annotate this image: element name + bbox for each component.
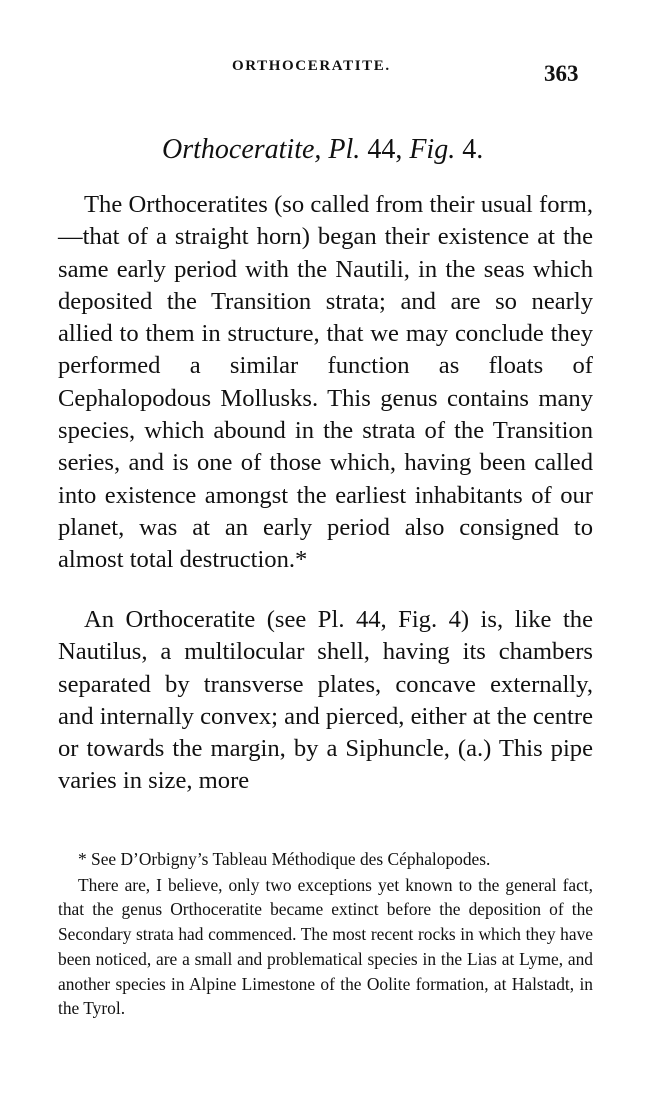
running-head: ORTHOCERATITE. xyxy=(232,58,391,74)
footnote: * See D’Orbigny’s Tableau Méthodique des Céphalopodes. xyxy=(78,849,491,869)
fig-number: 4. xyxy=(462,134,484,165)
body-paragraph: An Orthoceratite (see Pl. 44, Fig. 4) is, like the Nautilus, a multilocular shell, having its chambers separated by transverse plates, concave externally, and internally convex; and pierced, either at the centre or towards the margin, by a Siphuncle, (a.) This pipe varies in size, more xyxy=(58,606,593,795)
plate-abbrev: Pl. xyxy=(328,134,361,165)
section-title-word: Orthoceratite, xyxy=(162,134,322,165)
section-title xyxy=(162,134,483,166)
plate-number: 44, xyxy=(367,134,403,165)
page-number: 363 xyxy=(544,61,579,86)
body-paragraph: The Orthoceratites (so called from their usual form,—that of a straight horn) began their existence at the same early period with the Nautili, in the seas which deposited the Transition strata; and are so nearly allied to them in structure, that we may conclude they performed a similar function as floats of Cephalopodous Mollusks. This genus contains many species, which abound in the strata of the Transition series, and is one of those which, having been called into existence amongst the earliest inhabitants of our planet, was at an early period also consigned to almost total destruction.* xyxy=(58,191,593,574)
footnote: There are, I believe, only two exceptions yet known to the general fact, that the genus Orthoceratite became extinct before the deposition of the Secondary strata had commenced. The most recent rocks in which they have been noticed, are a small and problematical species in the Lias at Lyme, and another species in Alpine Limestone of the Oolite formation, at Halstadt, in the Tyrol. xyxy=(58,874,593,1019)
fig-abbrev: Fig. xyxy=(409,134,456,165)
footnotes xyxy=(58,847,593,1021)
